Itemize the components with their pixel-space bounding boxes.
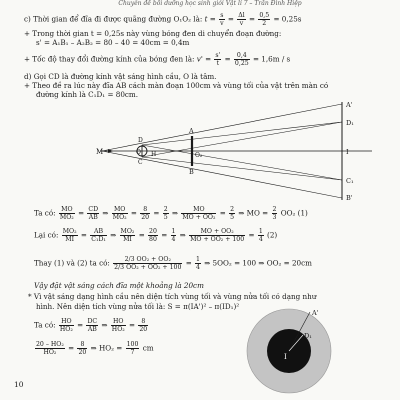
part-c-intro: c) Thời gian để đĩa đi được quãng đường O₁O₂ là: — [24, 14, 203, 24]
part-c-line1: c) Thời gian để đĩa đi được quãng đường O₁O₂ là: t = $\frac{s}{v}$ = $\frac{\Delta l}{v}$ = $\frac{0,5}{2}$ = 0,25s — [24, 12, 302, 27]
label-O2: O₂ — [195, 152, 203, 159]
final-bullet-cont: hình. Nên diện tích vùng nửa tối là: S = π(IA')² – π(ID₁)² — [36, 302, 240, 311]
fraction: $\frac{s}{v}$ — [220, 12, 224, 27]
equation-3: Thay (1) và (2) ta có: $\frac{\text{2/3 OO₂ + OO₂}}{\text{2/3 OO₂ + OO₂ + 100}}$ = $\frac{1}{4}$ ⇒ 5OO₂ = 100 ⇒ OO₂ = 20cm — [34, 256, 312, 271]
part-c-bullet2: + Tốc độ thay đổi đường kính của bóng đen là: — [24, 54, 195, 64]
label-H: H — [151, 151, 157, 158]
part-d-bullet: + Theo đề ra lúc này đĩa AB cách màn đoạn 100cm và vùng tối của vật trên màn có — [24, 81, 329, 90]
label-C1: C₁ — [346, 177, 354, 185]
ray-C-A — [142, 122, 342, 157]
label-I-2: I — [284, 353, 287, 361]
label-B: B — [189, 168, 194, 176]
label-A-prime: A' — [346, 101, 353, 109]
shadow-regions-diagram — [244, 306, 334, 396]
formula-t: t = — [204, 14, 216, 24]
conclusion-line: Vậy đặt vật sáng cách đĩa một khoảng là 20cm — [34, 281, 204, 290]
equation-4: Ta có: $\frac{HO}{\text{HO₂}}$ = $\frac{DC}{AB}$ ⇒ $\frac{HO}{\text{HO₂}}$ = $\frac{8}{20}$ — [34, 318, 148, 333]
part-d-intro: d) Gọi CD là đường kính vật sáng hình cầu, O là tâm. — [24, 72, 217, 81]
result-t: = 0,25s — [273, 14, 302, 24]
equation-1: Ta có: $\frac{MO}{\text{MO₂}}$ = $\frac{CD}{AB}$ ⇒ $\frac{MO}{\text{MO₂}}$ = $\frac{8}{20}$ = $\frac{2}{5}$ ⇒ $\frac{MO}{\text{MO + OO₂}}$ = $\frac{2}{5}$ ⇒ MO = $\frac{2}{3}$ OO₂ (1) — [34, 206, 308, 221]
fraction: $\frac{0,5}{2}$ — [259, 12, 270, 27]
label-D: D — [138, 137, 143, 144]
shadow-ray-diagram — [80, 100, 385, 202]
part-c-line-v: + Tốc độ thay đổi đường kính của bóng đen là: v' = $\frac{s'}{t}$ = $\frac{0,4}{0,25}$ = 1,6m / s — [24, 52, 291, 67]
page-header: Chuyên đề bồi dưỡng học sinh giỏi Vật lí 7 – Trần Đình Hiệp — [118, 0, 302, 7]
label-M: M — [96, 148, 104, 156]
label-A: A — [189, 127, 194, 135]
label-C: C — [138, 159, 143, 166]
ray-D-B — [142, 145, 342, 180]
part-c-bullet1: + Trong thời gian t = 0,25s này vùng bóng đen di chuyển đoạn đường: — [24, 29, 282, 38]
part-d-bullet-cont: đường kính là C₁D₁ = 80cm. — [36, 90, 139, 99]
label-O: O — [136, 149, 141, 156]
label-D1-2: D₁ — [304, 332, 312, 340]
final-bullet: * Vì vật sáng dạng hình cầu nên diện tích vùng tối và vùng nửa tối có dạng như — [28, 292, 317, 301]
equation-5: $\frac{\text{20 – HO₂}}{\text{HO₂}}$ = $\frac{8}{20}$ ⇒ HO₂ = $\frac{100}{7}$ cm — [36, 341, 154, 356]
part-c-eq1: s' = A₁B₁ – A₂B₂ = 80 – 40 = 40cm = 0,4m — [36, 38, 190, 47]
label-B-prime: B' — [346, 194, 353, 202]
ray-D-A — [142, 122, 342, 145]
label-D1: D₁ — [346, 119, 354, 127]
fraction: $\frac{\Delta l}{v}$ — [238, 12, 245, 27]
fraction: $\frac{s'}{t}$ — [215, 52, 221, 67]
page-number: 10 — [14, 380, 24, 389]
label-A-prime-2: A' — [312, 309, 319, 317]
fraction: $\frac{0,4}{0,25}$ — [234, 52, 249, 67]
ray-C-B — [142, 157, 342, 180]
label-I: I — [346, 148, 349, 156]
equation-2: Lại có: $\frac{\text{MO₂}}{MI}$ = $\frac{AB}{\text{C₁D₁}}$ ⇒ $\frac{\text{MO₂}}{MI}$ = $\frac{20}{80}$ = $\frac{1}{4}$ ⇒ $\frac{\text{MO + OO₂}}{\text{MO + OO₂ + 100}}$ = $\frac{1}{4}$ (2) — [34, 228, 278, 243]
